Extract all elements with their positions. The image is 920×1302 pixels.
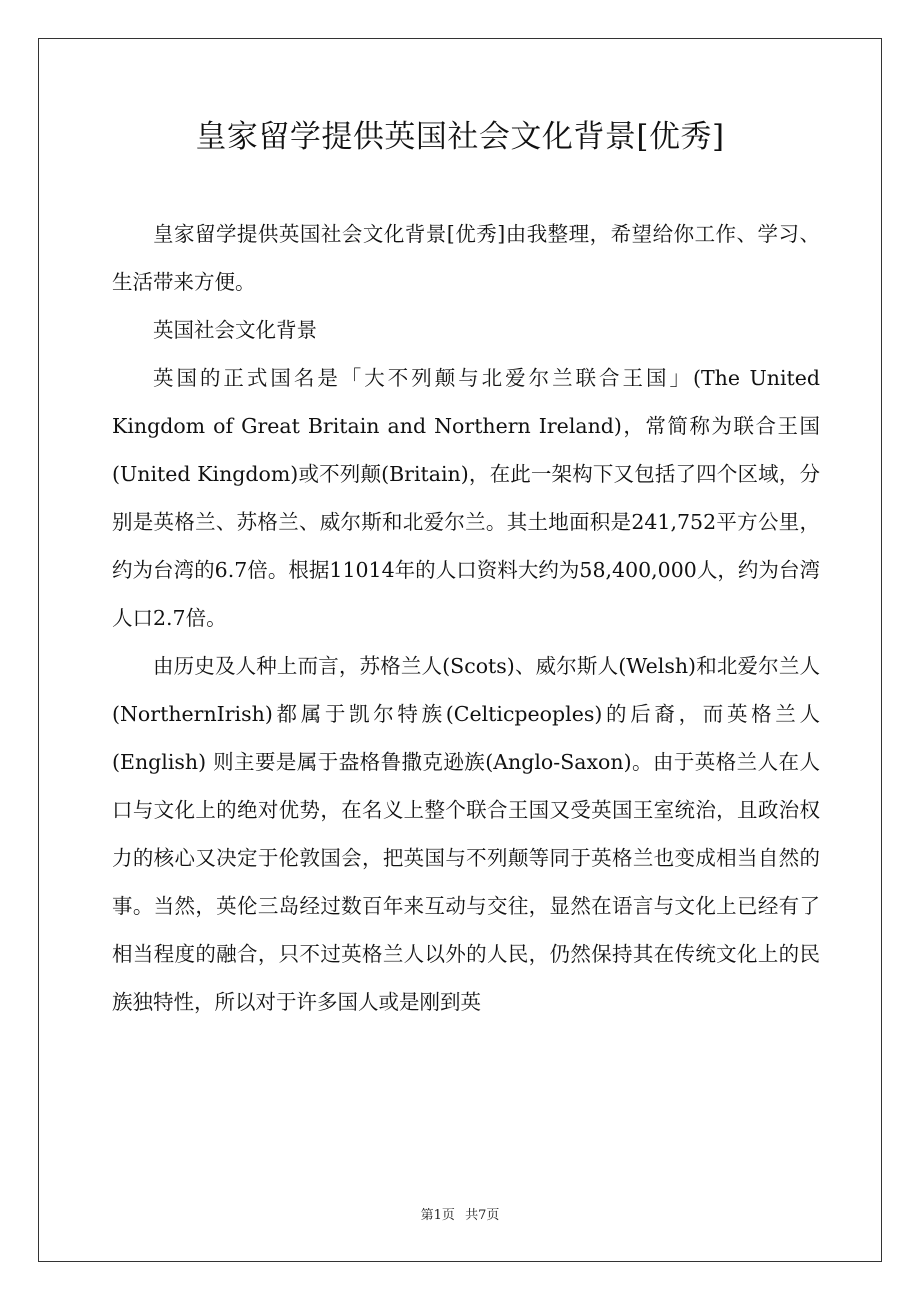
- page-footer: [0, 1206, 920, 1226]
- document-body: [112, 210, 820, 1026]
- page-number: 第1页: [420, 1208, 455, 1223]
- paragraph-heading: 英国社会文化背景: [153, 318, 317, 342]
- document-title: 皇家留学提供英国社会文化背景[优秀]: [195, 119, 725, 155]
- paragraph-country-name: 英国的正式国名是「大不列颠与北爱尔兰联合王国」(The United Kingdom of Great Britain and Northern Ireland)，常简称为联合王国(United Kingdom)或不列颠(Britain)，在此一架构下又包括了四个区域，分别是英格兰、苏格兰、威尔斯和北爱尔兰。其土地面积是241,752平方公里，约为台湾的6.7倍。根据11014年的人口资料大约为58,400,000人，约为台湾人口2.7倍。: [112, 366, 820, 630]
- page-total: 共7页: [465, 1208, 500, 1223]
- paragraph-intro: 皇家留学提供英国社会文化背景[优秀]由我整理，希望给你工作、学习、生活带来方便。: [112, 222, 820, 294]
- paragraph-history: 由历史及人种上而言，苏格兰人(Scots)、威尔斯人(Welsh)和北爱尔兰人(NorthernIrish)都属于凯尔特族(Celticpeoples)的后裔，而英格兰人(English) 则主要是属于盎格鲁撒克逊族(Anglo-Saxon)。由于英格兰人在人口与文化上的绝对优势，在名义上整个联合王国又受英国王室统治，且政治权力的核心又决定于伦敦国会，把英国与不列颠等同于英格兰也变成相当自然的事。当然，英伦三岛经过数百年来互动与交往，显然在语言与文化上已经有了相当程度的融合，只不过英格兰人以外的人民，仍然保持其在传统文化上的民族独特性，所以对于许多国人或是刚到英: [112, 654, 820, 1014]
